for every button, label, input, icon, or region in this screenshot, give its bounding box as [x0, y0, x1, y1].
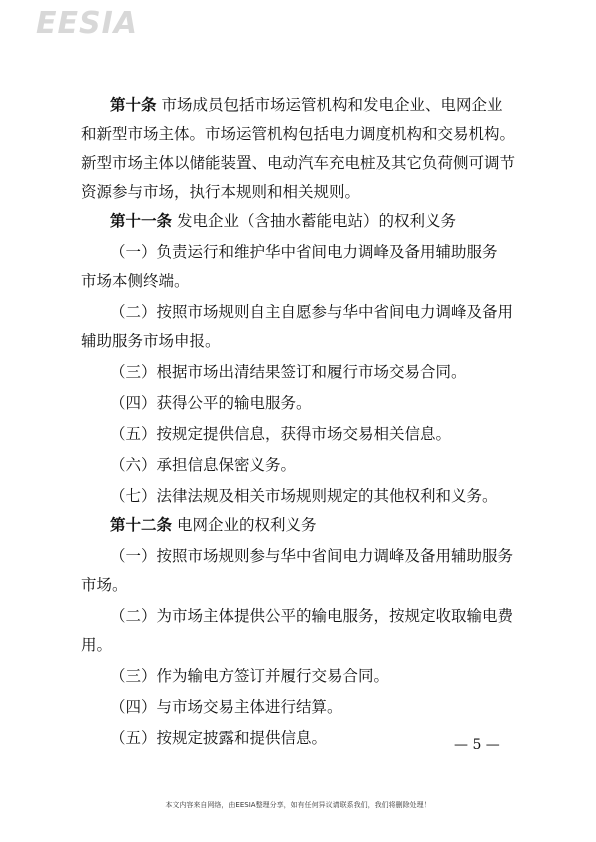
article-11-item-3: （三）根据市场出清结果签订和履行市场交易合同。 [110, 363, 467, 381]
article-12-item-2: （二）为市场主体提供公平的输电服务，按规定收取输电费 [110, 607, 514, 625]
article-11-text: 发电企业（含抽水蓄能电站）的权利义务 [172, 212, 456, 230]
article-10-text: 市场成员包括市场运管机构和发电企业、电网企业 [156, 96, 503, 114]
article-11-heading: 第十一条 [110, 212, 173, 230]
article-10-line-2: 和新型市场主体。市场运管机构包括电力调度机构和交易机构。 [81, 125, 516, 143]
article-11-line-1 [110, 211, 456, 231]
article-11-item-6: （六）承担信息保密义务。 [110, 456, 297, 474]
article-12-item-1-cont: 市场。 [81, 576, 128, 594]
article-10-line-4: 资源参与市场，执行本规则和相关规则。 [81, 183, 361, 201]
article-12-line-1 [110, 515, 316, 535]
article-12-item-5: （五）按规定披露和提供信息。 [110, 729, 328, 747]
page-number: — 5 — [454, 737, 500, 753]
article-12-heading: 第十二条 [110, 516, 173, 534]
article-11-item-1-cont: 市场本侧终端。 [81, 272, 190, 290]
article-11-item-2-cont: 辅助服务市场申报。 [81, 332, 221, 350]
footer-disclaimer: 本文内容来自网络，由EESIA整理分享，如有任何异议请联系我们，我们将删除处理！ [165, 801, 431, 809]
article-11-item-2: （二）按照市场规则自主自愿参与华中省间电力调峰及备用 [110, 303, 514, 321]
article-12-item-1: （一）按照市场规则参与华中省间电力调峰及备用辅助服务 [110, 547, 514, 565]
article-11-item-5: （五）按规定提供信息，获得市场交易相关信息。 [110, 425, 452, 443]
article-12-item-2-cont: 用。 [81, 636, 113, 654]
article-10-heading: 第十条 [110, 96, 157, 114]
article-10-line-3: 新型市场主体以储能装置、电动汽车充电桩及其它负荷侧可调节 [81, 154, 516, 172]
article-12-item-3: （三）作为输电方签订并履行交易合同。 [110, 667, 390, 685]
eesia-logo: EESIA [36, 6, 138, 41]
article-11-item-7: （七）法律法规及相关市场规则规定的其他权利和义务。 [110, 487, 498, 505]
article-11-item-4: （四）获得公平的输电服务。 [110, 394, 312, 412]
article-12-text: 电网企业的权利义务 [172, 516, 317, 534]
article-11-item-1: （一）负责运行和维护华中省间电力调峰及备用辅助服务 [110, 243, 498, 261]
article-10-line-1 [110, 95, 502, 115]
article-12-item-4: （四）与市场交易主体进行结算。 [110, 698, 343, 716]
